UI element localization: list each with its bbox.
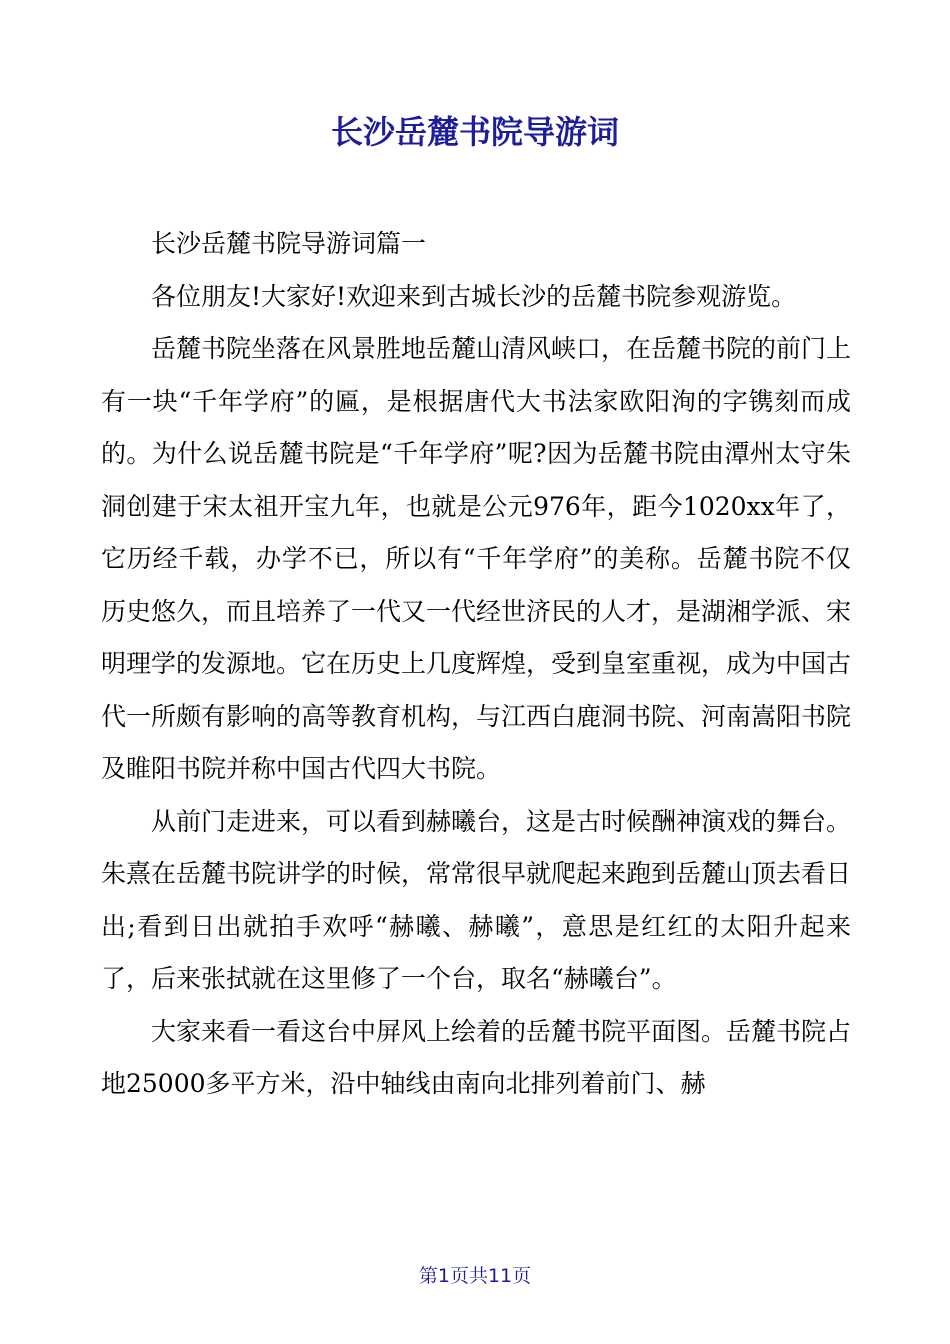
document-title: 长沙岳麓书院导游词 <box>330 113 619 151</box>
page-number-footer: 第1页共11页 <box>418 1265 532 1287</box>
paragraph-subtitle: 长沙岳麓书院导游词篇一 <box>151 229 427 258</box>
paragraph-floor-plan: 大家来看一看这台中屏风上绘着的岳麓书院平面图。岳麓书院占地25000多平方米，沿中轴线由南向北排列着前门、赫 <box>101 1016 852 1098</box>
document-body <box>101 218 851 1111</box>
paragraph-hexi-terrace: 从前门走进来，可以看到赫曦台，这是古时候酬神演戏的舞台。朱熹在岳麓书院讲学的时候，常常很早就爬起来跑到岳麓山顶去看日出;看到日出就拍手欢呼“赫曦、赫曦”，意思是红红的太阳升起来了，后来张拭就在这里修了一个台，取名“赫曦台”。 <box>101 806 852 993</box>
paragraph-history: 岳麓书院坐落在风景胜地岳麓山清风峡口，在岳麓书院的前门上有一块“千年学府”的匾，是根据唐代大书法家欧阳洵的字镌刻而成的。为什么说岳麓书院是“千年学府”呢?因为岳麓书院由潭州太守朱洞创建于宋太祖开宝九年，也就是公元976年，距今1020xx年了，它历经千载，办学不已，所以有“千年学府”的美称。岳麓书院不仅历史悠久，而且培养了一代又一代经世济民的人才，是湖湘学派、宋明理学的发源地。它在历史上几度辉煌，受到皇室重视，成为中国古代一所颇有影响的高等教育机构，与江西白鹿洞书院、河南嵩阳书院及睢阳书院并称中国古代四大书院。 <box>101 334 852 783</box>
paragraph-greeting: 各位朋友!大家好!欢迎来到古城长沙的岳麓书院参观游览。 <box>151 281 797 311</box>
